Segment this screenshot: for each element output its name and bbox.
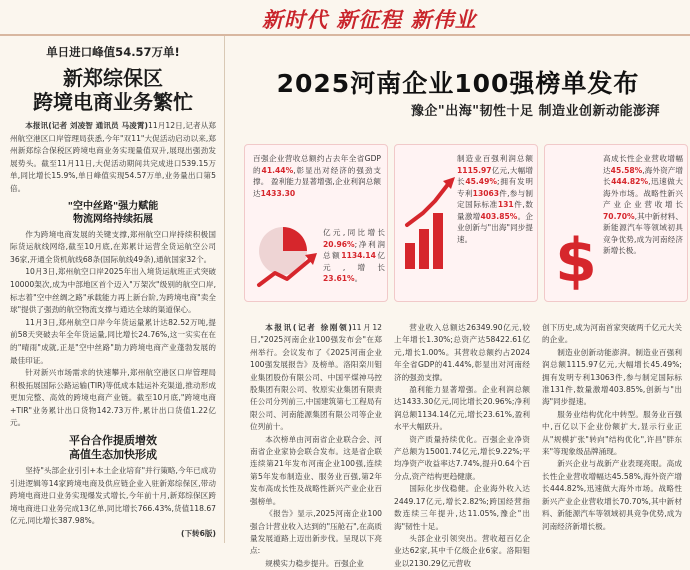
column-divider (224, 36, 225, 543)
section2-title-line2: 高值生态加快形成 (69, 448, 157, 462)
card1-text: 亿元,增长 (323, 251, 386, 272)
main-col-1 (250, 322, 382, 568)
section1-para: 11月3日,郑州航空口岸今年货运量累计达82.52万吨,提前58天突破去年全年货运量,同比增长24.76%,这一实实在在的"晴雨"成就,正是"空中丝路"助力跨境电商产业蓬勃发展的最佳印证。 (10, 317, 216, 365)
main-para: 盈利能力显著增强。企业利润总额达1433.30亿元,同比增长20.96%;净利润总额1134.14亿元,增长23.61%,盈利水平大幅跃升。 (394, 385, 530, 432)
card1-text: ;净利润总额 (323, 239, 385, 260)
main-para: 《报告》显示,2025河南企业100强合计营业收入达到的"压舱石",在高质量发展道路上迈出新步伐。呈现以下亮点: (250, 509, 382, 556)
card1-text: 。 (354, 274, 363, 283)
main-para: 头部企业引领突出。营收超百亿企业达62家,其中千亿级企业6家。洛阳钼业以2130.29亿元营收 (394, 533, 530, 568)
card3-highlight: 444.82% (611, 177, 649, 186)
highlight-cards (244, 136, 690, 306)
main-article (226, 36, 690, 568)
left-article (0, 36, 224, 543)
card2-highlight: 45.49% (465, 177, 497, 186)
section1-para: 作为跨境电商发展的关键支撑,郑州航空口岸持续积极国际货运航线网络,截至10月底,在郑累计运营全货运航空公司36家,开通全货机航线68条(国际航线49条),通航国家32个。 (10, 229, 216, 264)
pie-chart-icon (253, 215, 321, 293)
main-para: 规模实力稳步提升。百强企业 (265, 558, 364, 568)
main-para: 营业收入总额达26349.90亿元,较上年增长1.30%;总资产达58422.61亿元,增长1.00%。其营收总额约占2024年全省GDP的41.44%,彰显出对河南经济的强劲支撑。 (394, 323, 530, 382)
dollar-icon (551, 225, 601, 296)
page-banner (0, 0, 690, 34)
highlight-card-manufacturing (394, 144, 538, 302)
card3-highlight: 45.58% (610, 165, 643, 175)
card1-text-top (253, 153, 381, 199)
section2-para: 坚持"头部企业引引+本土企业培育"并行策略,今年已成功引进逻辑等14家跨境电商及供应链企业入驻新郑综保区,带动跨境电商进口业务实现爆发式增长,今年前十月,新郑综保区跨境电商进口业务完成13亿单,同比增长766.43%,货值118.67亿元,同比增长387.98%。 (10, 466, 216, 526)
card2-text-part: ;拥有发明专利 (457, 177, 533, 198)
left-title-line1: 新郑综保区 (63, 66, 163, 90)
section1-para: 10月3日,郑州航空口岸2025年出入境货运航班正式突破10000架次,成为中部地区首个迈入"万架次"级别的航空口岸,标志着"空中丝绸之路"承载能力再上新台阶,为跨境电商"卖全球"提供了强劲的航空物流支撑与通达全球的渠道保心。 (10, 267, 216, 315)
main-para: 本次榜单由河南省企业联合会、河南省企业家协会联合发布。这是省企联连续第21年发布河南企业100强,连续第5年发布制造业、服务业百强,第2年发布高成长性及战略性新兴产业企业百强榜单。 (250, 434, 382, 506)
card3-text-top (603, 153, 683, 257)
section1-title (10, 200, 216, 226)
card3-text: ,其中新材料、新能源汽车等领域初具竞争优势,成为河南经济新增长极。 (603, 211, 683, 255)
card1-highlight: 1433.30 (260, 188, 296, 198)
main-para: 国际化步伐稳健。企业海外收入达2449.17亿元,增长2.82%;跨国经营指数连续三年提升,达11.05%,豫企"出海"韧性十足。 (394, 484, 530, 531)
main-col-3 (542, 322, 682, 543)
main-col-2 (394, 322, 530, 568)
card3-text: ,迅速做大海外市场。战略性新兴产业企业营收增长 (603, 177, 684, 209)
card2-highlight: 1115.97 (457, 165, 492, 175)
card2-text-part: 。企业创新与"出海"同步提速。 (457, 211, 534, 244)
card1-text: 百强企业营收总额约占去年全省GDP的 (253, 154, 381, 175)
banner-title: 新时代 新征程 新伟业 (262, 7, 477, 32)
highlight-card-scale (244, 144, 388, 302)
card1-text: 亿元,同比增长 (323, 228, 385, 237)
main-para: 创下历史,成为河南首家突破两千亿元大关的企业。 (542, 323, 682, 345)
main-title: 2025河南企业100强榜单发布 (276, 69, 640, 98)
section2-body (10, 465, 216, 541)
card2-highlight: 13063 (472, 188, 500, 198)
card2-text-part: 件,参与制定国际标准 (457, 188, 534, 209)
card2-text-part: 制造业百强利润总额 (457, 154, 533, 163)
section1-title-line2: 物流网络持续拓展 (73, 213, 153, 225)
continued-note: (下转6版) (180, 529, 216, 539)
section1-body (10, 229, 216, 431)
card2-highlight: 131 (497, 200, 514, 209)
card3-text: ,海外资产增长 (603, 165, 683, 186)
main-para: 新兴企业与战新产业表现亮眼。高成长性企业营收增幅达45.58%,海外资产增长444.82%,迅速做大海外市场。战略性新兴产业企业营收增长70.70%,其中新材料、新能源汽车等领域初具竞争优势,成为河南经济新增长极。 (542, 459, 682, 531)
left-title-line2: 跨境电商业务繁忙 (33, 90, 193, 114)
card1-text-bottom (323, 227, 385, 285)
card1-highlight: 1134.14 (341, 251, 376, 260)
left-article-title (10, 66, 216, 114)
card1-highlight: 23.61% (323, 274, 355, 283)
svg-text:$: $ (555, 226, 597, 296)
card3-text: 高成长性企业营收增幅达 (603, 154, 683, 175)
main-para: 制造业创新动能澎湃。制造业百强利润总额1115.97亿元,大幅增长45.49%;拥有发明专利13063件,参与制定国际标准131件,数量激增403.85%,创新与"出海"同步提速。 (542, 347, 682, 407)
section1-para: 针对新兴市场需求的快速攀升,郑州航空港区口岸管理局积极拓展国际公路运输(TIR)等低成本陆运补充渠道,推动形成更加完整、高效的跨境电商产业链。截至10月底,"跨境电商+TIR"业务累计出口货物142.73万件,累计出口货值1.22亿元。 (10, 368, 216, 428)
left-byline: 本报讯(记者 刘凌智 通讯员 马凌霄) (25, 121, 148, 130)
section1-title-line1: "空中丝路"强力赋能 (67, 200, 159, 212)
section2-title (10, 434, 216, 462)
card3-highlight: 70.70% (603, 211, 635, 221)
card1-highlight: 41.44% (261, 165, 294, 175)
main-subtitle: 豫企"出海"韧性十足 制造业创新动能澎湃 (410, 104, 660, 119)
card1-highlight: 20.96% (323, 239, 355, 249)
main-byline: 本报讯(记者 徐刚领) (265, 323, 352, 332)
section2-title-line1: 平台合作提质增效 (69, 434, 157, 448)
bar-chart-icon (401, 173, 457, 273)
left-article-subtitle: 单日进口峰值54.57万单! (46, 45, 180, 59)
main-para: 11月12日,"2025河南企业100强发布会"在郑州举行。会议发布了《2025河南企业100强发展报告》及榜单。洛阳栾川钼业集团股份有限公司、中国平煤神马控股集团有限公司、牧原实业集团有限责任公司分列前三,中国建筑第七工程局有限公司、河南能源集团有限公司等企业位列前十。 (250, 323, 382, 432)
main-para: 资产质量持续优化。百强企业净资产总额为15001.74亿元,增长9.22%;平均净资产收益率达7.74%,提升0.64个百分点,资产结构更趋健康。 (394, 434, 530, 481)
card2-text (457, 153, 533, 245)
card2-highlight: 403.85% (480, 211, 518, 221)
card1-text: 盈利能力显著增强,企业利润总额达 (253, 177, 381, 198)
card2-text-part: 件,数量激增 (457, 200, 533, 221)
card2-text-part: 亿元,大幅增长 (457, 165, 533, 186)
left-lead-para: 11月12日,记者从郑州航空港区口岸管理局获悉,今年"双11"大促活动启动以来,郑州新郑综合保税区跨境电商业务实现量值双升,展现出强劲发展势头。截至11月11日,大促活动期间共完成进口539.15万单,同比增长15.9%,单日峰值实现54.57万单,业务量出口第5倍。 (10, 121, 216, 193)
main-para: 服务业结构优化中转型。服务业百强中,百亿以下企业份额扩大,显示行业正从"规模扩张"转向"结构优化",许昌"胖东来"等现象级品牌涌现。 (542, 409, 682, 457)
left-lead (10, 120, 216, 196)
highlight-card-growth (544, 144, 688, 302)
card1-text: ,彰显出对经济的强劲支撑。 (253, 165, 381, 186)
